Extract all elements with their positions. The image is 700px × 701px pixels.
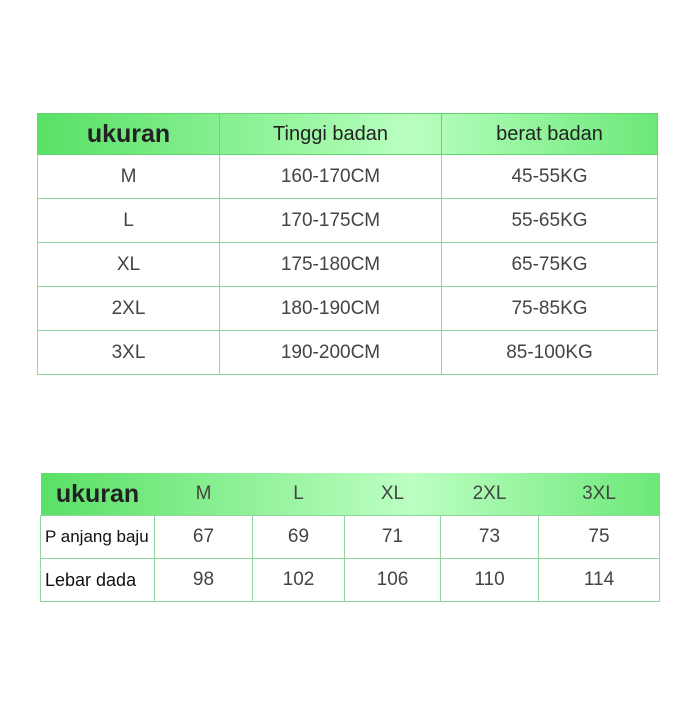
cell-height: 180-190CM [220, 287, 442, 331]
row-label-chest: Lebar dada [41, 559, 155, 602]
header-size-l: L [293, 483, 304, 504]
size-chart-garment-table [40, 473, 660, 602]
cell-weight: 65-75KG [442, 243, 658, 287]
cell-value: 69 [253, 516, 345, 559]
cell-height: 190-200CM [220, 331, 442, 375]
cell-weight: 55-65KG [442, 199, 658, 243]
header-size-3xl: 3XL [582, 483, 616, 504]
header-weight: berat badan [442, 114, 658, 155]
cell-value: 73 [441, 516, 539, 559]
cell-value: 106 [345, 559, 441, 602]
cell-height: 160-170CM [220, 155, 442, 199]
cell-size: M [38, 155, 220, 199]
cell-value: 67 [155, 516, 253, 559]
header-size-2xl: 2XL [472, 483, 507, 504]
table1-header-row [38, 114, 658, 155]
cell-value: 71 [345, 516, 441, 559]
cell-value: 98 [155, 559, 253, 602]
table-row [38, 287, 658, 331]
header-size: ukuran [38, 114, 220, 155]
table-row [38, 243, 658, 287]
cell-value: 75 [539, 516, 660, 559]
cell-value: 110 [441, 559, 539, 602]
cell-value: 102 [253, 559, 345, 602]
cell-weight: 85-100KG [442, 331, 658, 375]
cell-weight: 75-85KG [442, 287, 658, 331]
header-size: ukuran [55, 479, 140, 508]
cell-weight: 45-55KG [442, 155, 658, 199]
cell-value: 114 [539, 559, 660, 602]
row-label-length: P anjang baju [41, 516, 155, 559]
header-size-xl: XL [380, 483, 405, 504]
table-row [38, 155, 658, 199]
cell-size: L [38, 199, 220, 243]
cell-height: 170-175CM [220, 199, 442, 243]
table-row [41, 516, 660, 559]
size-chart-body-table [37, 113, 658, 375]
table2-header-row [41, 473, 660, 516]
table-row [38, 331, 658, 375]
table-row [38, 199, 658, 243]
header-height: Tinggi badan [220, 114, 442, 155]
cell-size: XL [38, 243, 220, 287]
cell-size: 3XL [38, 331, 220, 375]
header-size-m: M [195, 483, 212, 504]
cell-size: 2XL [38, 287, 220, 331]
cell-height: 175-180CM [220, 243, 442, 287]
table-row [41, 559, 660, 602]
